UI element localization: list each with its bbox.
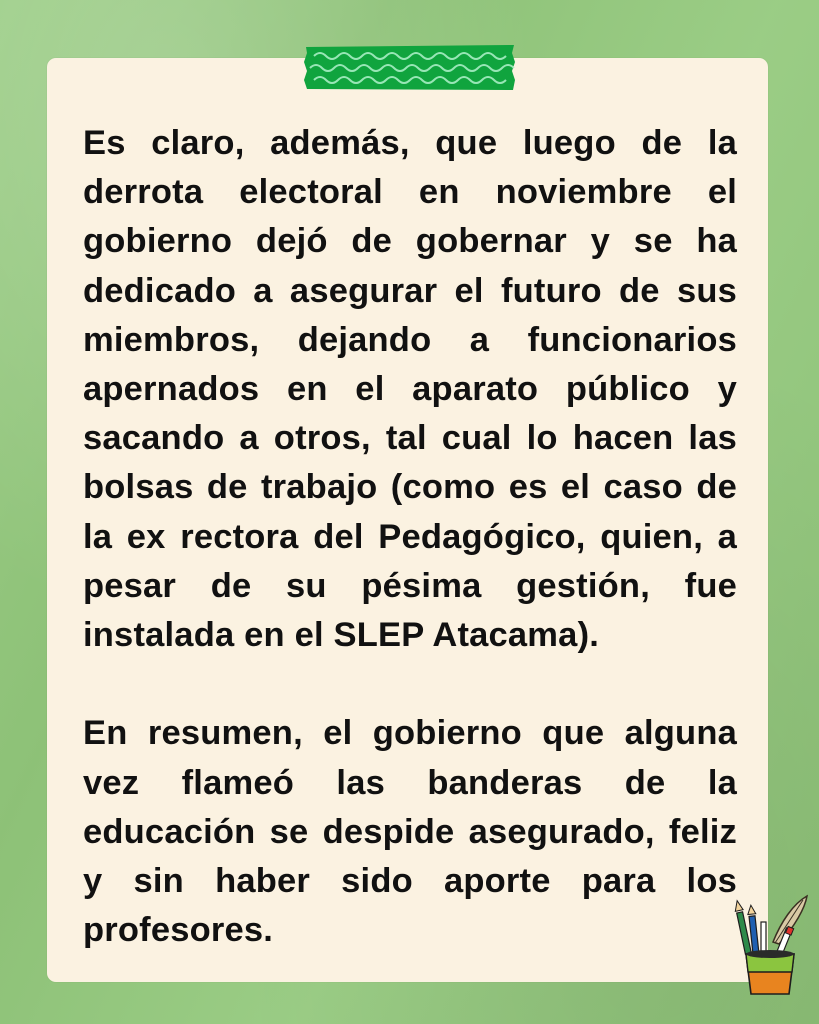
washi-tape-icon bbox=[304, 44, 516, 91]
paragraph-1: Es claro, además, que luego de la derrota electoral en noviembre el gobierno dejó de gobernar y se ha dedicado a asegurar el futuro de sus miembros, dejando a funcionarios apernados en el aparato público y sacando a otros, tal cual lo hacen las bolsas de trabajo (como es el caso de la ex rectora del Pedagógico, quien, a pesar de su pésima gestión, fue instalada en el SLEP Atacama). bbox=[83, 124, 737, 655]
article-text bbox=[83, 119, 737, 955]
pencil-cup-icon bbox=[733, 892, 811, 998]
paragraph-2: En resumen, el gobierno que alguna vez flameó las banderas de la educación se despide asegurado, feliz y sin haber sido aporte para los profesores. bbox=[83, 714, 737, 950]
